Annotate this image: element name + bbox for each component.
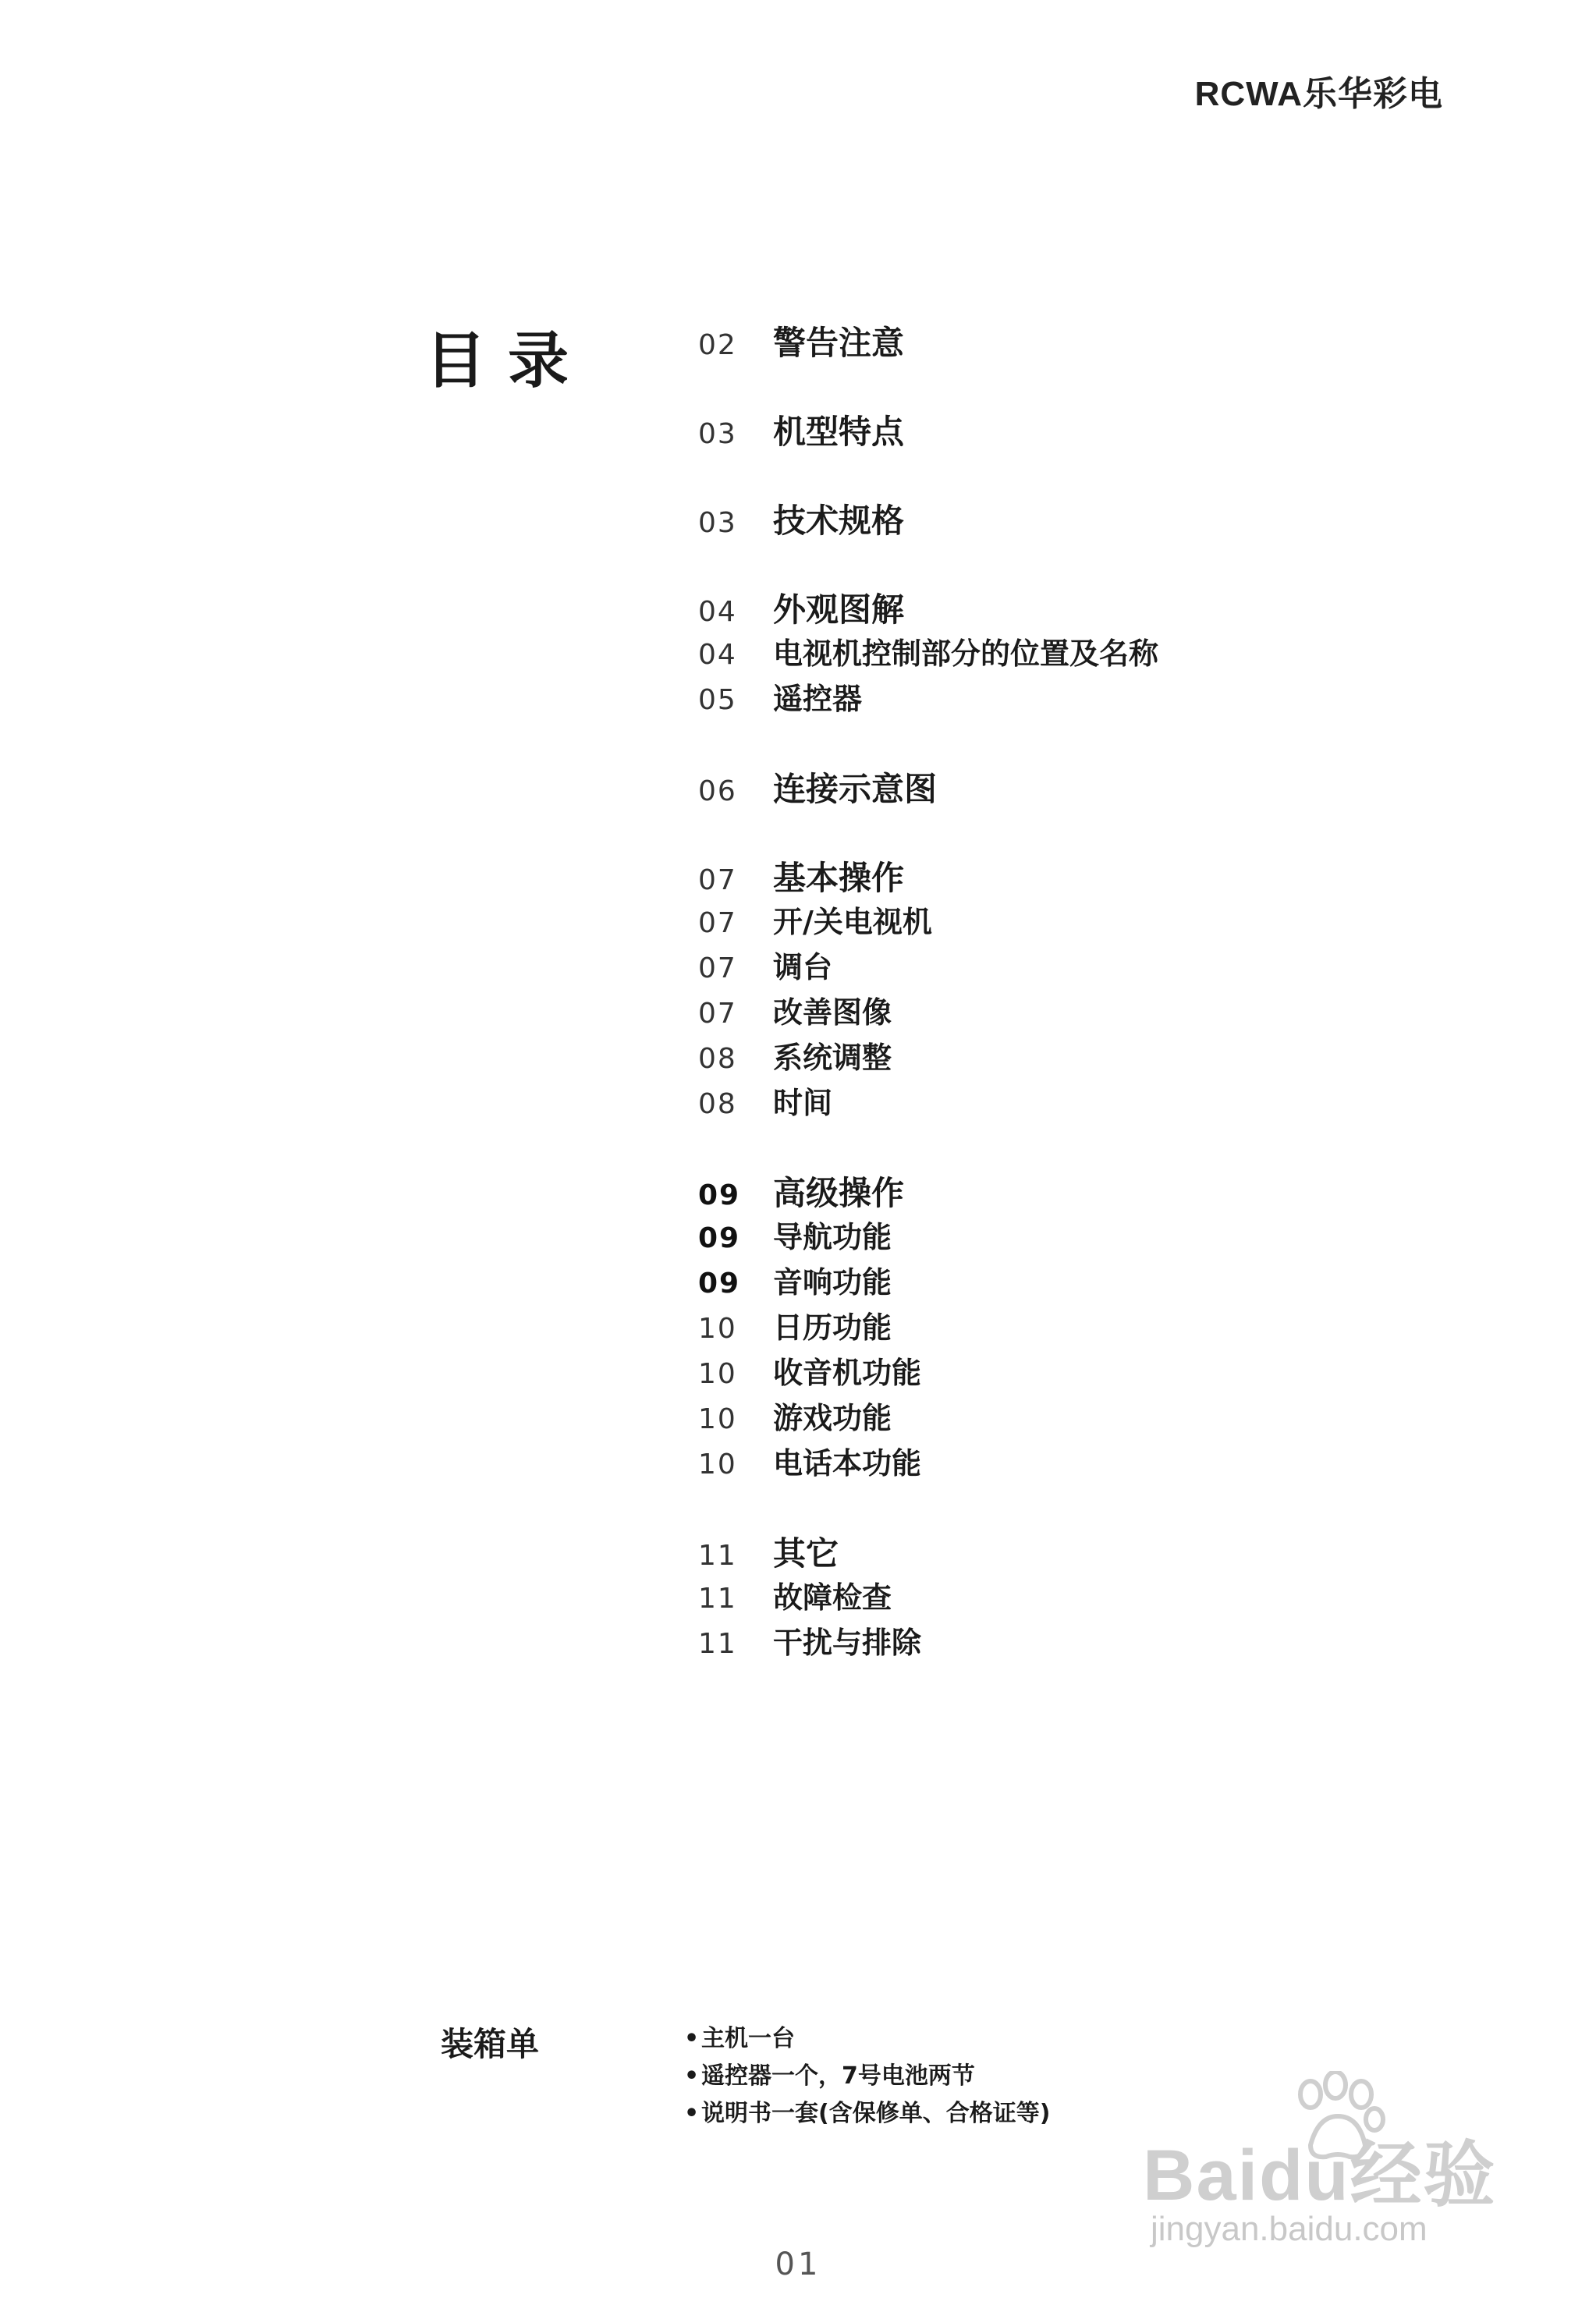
- baidu-jingyan-watermark: [1143, 2071, 1517, 2262]
- toc-group: [698, 584, 1478, 720]
- toc-title: 目录: [425, 326, 591, 396]
- toc-page-number: 09: [698, 1268, 741, 1300]
- toc-entry: [698, 1213, 1478, 1258]
- toc-entry-label: 外观图解: [773, 590, 905, 629]
- toc-entry: [698, 675, 1478, 720]
- toc-entry-label: 开/关电视机: [773, 905, 932, 939]
- toc-entry-label: 警告注意: [773, 324, 905, 362]
- toc-page-number: 08: [698, 1043, 737, 1075]
- toc-entry: [698, 1258, 1478, 1303]
- brand-logo: RCWA乐华彩电: [1194, 75, 1443, 113]
- packing-item-text: 说明书一套(含保修单、合格证等): [701, 2100, 1051, 2127]
- watermark-url: jingyan.baidu.com: [1151, 2210, 1428, 2248]
- toc-page-number: 08: [698, 1088, 737, 1120]
- toc-page-number: 04: [698, 639, 737, 671]
- toc-group: [698, 1168, 1478, 1484]
- toc-page-number: 10: [698, 1358, 737, 1390]
- packing-list-item: [684, 2094, 1050, 2131]
- toc-entry-label: 改善图像: [773, 995, 892, 1030]
- toc-section-heading: [698, 853, 1478, 898]
- toc-entry-label: 干扰与排除: [773, 1626, 922, 1660]
- toc-page-number: 07: [698, 907, 737, 939]
- toc-page-number: 07: [698, 998, 737, 1030]
- bullet-icon: •: [684, 2062, 700, 2090]
- toc-entry-label: 调台: [773, 950, 833, 984]
- toc-entry: [698, 1394, 1478, 1439]
- toc-entry: [698, 1034, 1478, 1079]
- toc-entry: [698, 1573, 1478, 1619]
- toc-entry-label: 遥控器: [773, 682, 863, 716]
- toc-page-number: 02: [698, 329, 737, 361]
- watermark-text: Baidu经验: [1143, 2136, 1497, 2215]
- toc-page-number: 10: [698, 1313, 737, 1345]
- toc-entry-label: 基本操作: [773, 859, 905, 897]
- toc-entry: [698, 943, 1478, 988]
- toc-entry-label: 日历功能: [773, 1310, 892, 1345]
- toc-entry-label: 导航功能: [773, 1220, 892, 1254]
- toc-entry: [698, 1619, 1478, 1664]
- toc-page-number: 03: [698, 418, 737, 450]
- toc-section-heading: [698, 764, 1478, 809]
- toc-entry: [698, 629, 1478, 675]
- toc-group: [698, 406, 1478, 452]
- bullet-icon: •: [684, 2100, 700, 2127]
- packing-item-text: 遥控器一个，7号电池两节: [701, 2062, 975, 2090]
- toc-page-number: 11: [698, 1583, 737, 1615]
- toc-page-number: 11: [698, 1628, 737, 1660]
- table-of-contents: [698, 317, 1478, 1707]
- toc-section-heading: [698, 406, 1478, 452]
- toc-section-heading: [698, 584, 1478, 629]
- toc-entry-label: 收音机功能: [773, 1356, 922, 1390]
- toc-entry-label: 音响功能: [773, 1265, 892, 1300]
- toc-entry-label: 连接示意图: [773, 770, 938, 808]
- toc-page-number: 05: [698, 684, 737, 716]
- packing-list-title: 装箱单: [441, 2025, 540, 2063]
- toc-entry-label: 高级操作: [773, 1174, 905, 1212]
- toc-page-number: 03: [698, 507, 737, 539]
- toc-page-number: 06: [698, 775, 737, 807]
- toc-group: [698, 495, 1478, 541]
- packing-list-item: [684, 2019, 1050, 2056]
- toc-page-number: 10: [698, 1449, 737, 1481]
- toc-entry: [698, 1079, 1478, 1124]
- toc-page-number: 07: [698, 952, 737, 984]
- page-number: 01: [775, 2246, 821, 2282]
- toc-entry: [698, 1303, 1478, 1349]
- toc-entry-label: 系统调整: [773, 1041, 892, 1075]
- bullet-icon: •: [684, 2025, 700, 2052]
- toc-page-number: 04: [698, 596, 737, 628]
- toc-entry-label: 电视机控制部分的位置及名称: [773, 637, 1159, 671]
- toc-page-number: 09: [698, 1179, 741, 1211]
- packing-item-text: 主机一台: [701, 2025, 795, 2052]
- packing-list: [684, 2019, 1050, 2131]
- toc-entry: [698, 1349, 1478, 1394]
- toc-section-heading: [698, 1168, 1478, 1213]
- toc-entry-label: 时间: [773, 1086, 833, 1120]
- toc-group: [698, 853, 1478, 1124]
- toc-entry-label: 机型特点: [773, 413, 905, 451]
- packing-list-item: [684, 2056, 1050, 2094]
- toc-group: [698, 1528, 1478, 1664]
- toc-group: [698, 317, 1478, 363]
- toc-group: [698, 764, 1478, 809]
- toc-page-number: 09: [698, 1222, 741, 1254]
- toc-entry-label: 电话本功能: [773, 1446, 922, 1481]
- toc-entry-label: 其它: [773, 1534, 839, 1573]
- toc-entry-label: 故障检查: [773, 1580, 892, 1615]
- toc-entry-label: 技术规格: [773, 502, 905, 540]
- toc-entry: [698, 1439, 1478, 1484]
- toc-section-heading: [698, 1528, 1478, 1573]
- toc-entry: [698, 898, 1478, 943]
- toc-entry-label: 游戏功能: [773, 1401, 892, 1435]
- toc-page-number: 11: [698, 1540, 737, 1572]
- toc-page-number: 10: [698, 1403, 737, 1435]
- toc-page-number: 07: [698, 864, 737, 896]
- toc-entry: [698, 988, 1478, 1034]
- toc-section-heading: [698, 317, 1478, 363]
- toc-section-heading: [698, 495, 1478, 541]
